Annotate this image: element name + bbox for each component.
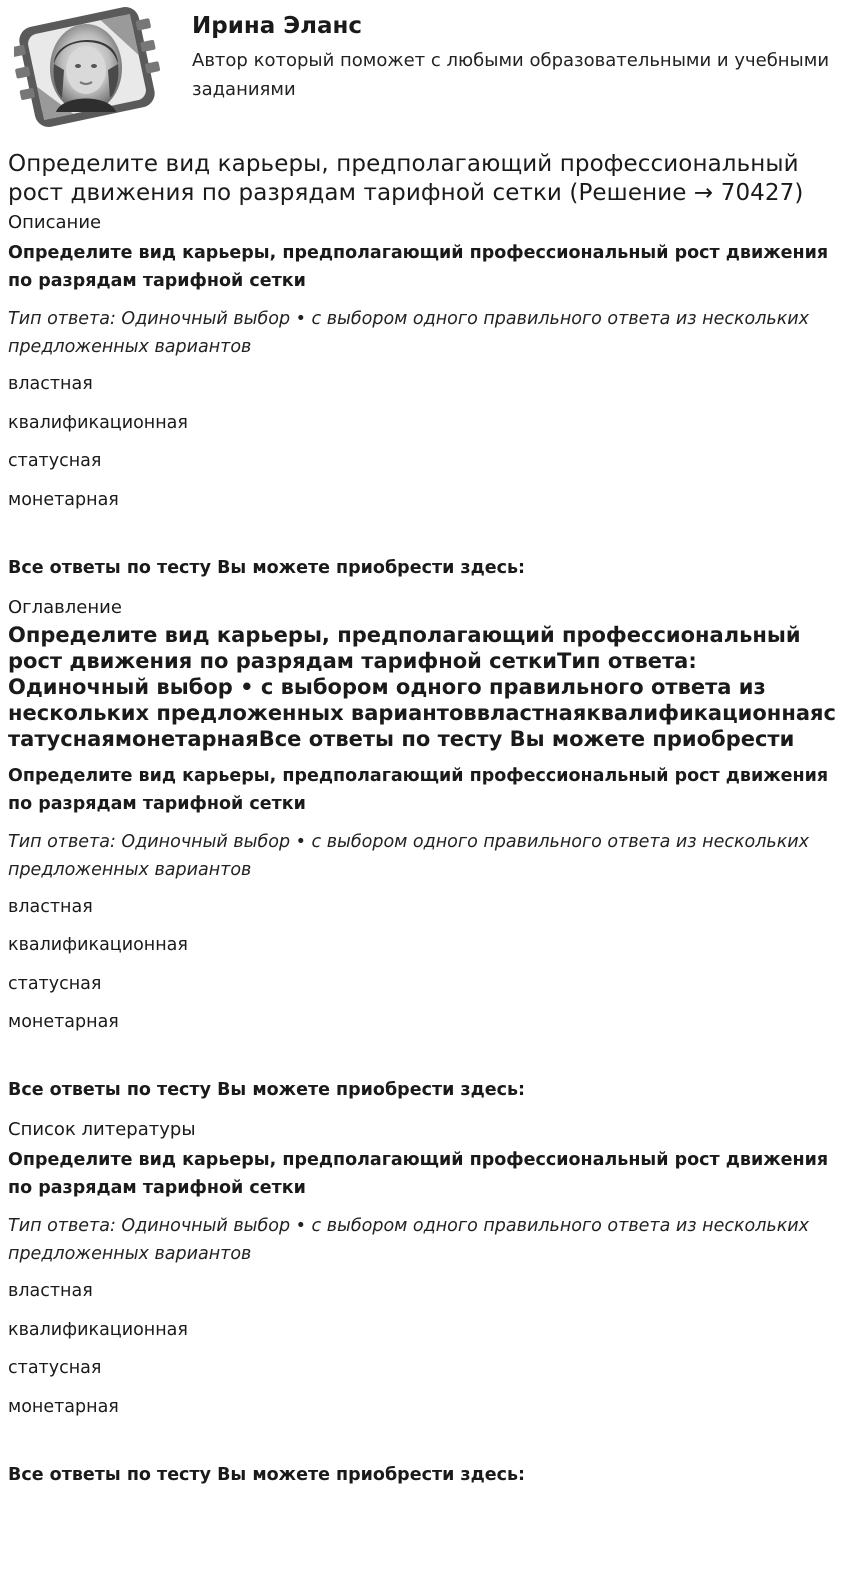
option-item: статусная: [8, 451, 102, 471]
answer-type: Тип ответа: Одиночный выбор • с выбором одного правильного ответа из нескольких предложенных вариантов: [8, 309, 810, 357]
option-item: властная: [8, 896, 93, 917]
answer-options: [8, 894, 839, 1037]
answer-options: [8, 1278, 839, 1421]
section-label-toc: Оглавление: [8, 596, 122, 618]
author-avatar[interactable]: [14, 6, 160, 128]
option-item: монетарная: [8, 1012, 119, 1032]
option-item: квалификационная: [8, 1319, 188, 1340]
author-description: Автор который поможет с любыми образовательными и учебными заданиями: [192, 50, 830, 100]
section-label-description: Описание: [8, 212, 102, 233]
buy-answers-text: Все ответы по тесту Вы можете приобрести здесь:: [8, 1464, 526, 1485]
question-block-toc: [8, 762, 839, 1105]
film-frame-icon: [14, 6, 160, 128]
option-item: монетарная: [8, 489, 119, 510]
answer-options: [8, 371, 839, 514]
author-photo: [50, 24, 122, 112]
option-item: властная: [8, 374, 93, 394]
author-card: [8, 0, 839, 140]
toc-heading-part3: ответы по тесту Вы можете приобрести: [301, 726, 795, 751]
question-text: Определите вид карьеры, предполагающий профессиональный рост движения по разрядам тарифной сетки: [8, 765, 829, 814]
option-item: монетарная: [8, 1396, 119, 1417]
question-block-description: [8, 239, 839, 582]
question-text: Определите вид карьеры, предполагающий профессиональный рост движения по разрядам тарифной сетки: [8, 243, 829, 291]
option-item: квалификационная: [8, 412, 188, 433]
toc-heading-part1: Определите вид карьеры, предполагающий профессиональный рост движения по разрядам тарифной сеткиТип ответа: Одиночный выбор • с выбором одного правильного ответа из нескольких предложенных: [8, 622, 801, 725]
buy-answers-text: Все ответы по тесту Вы можете приобрести здесь:: [8, 557, 526, 578]
option-item: властная: [8, 1281, 93, 1301]
option-item: квалификационная: [8, 935, 188, 955]
buy-answers-text: Все ответы по тесту Вы можете приобрести здесь:: [8, 1080, 526, 1100]
toc-heading: [8, 622, 839, 752]
answer-type: Тип ответа: Одиночный выбор • с выбором одного правильного ответа из нескольких предложенных вариантов: [8, 831, 810, 880]
question-block-literature: [8, 1146, 839, 1489]
toc-heading-part2: вариантоввластнаяквалификационнаястатуснаямонетарнаяВсе: [8, 700, 836, 751]
option-item: статусная: [8, 1358, 102, 1378]
option-item: статусная: [8, 973, 102, 994]
answer-type: Тип ответа: Одиночный выбор • с выбором одного правильного ответа из нескольких предложенных вариантов: [8, 1216, 810, 1264]
author-name[interactable]: Ирина Эланс: [192, 13, 363, 39]
author-info: [192, 10, 832, 104]
section-label-literature: Список литературы: [8, 1119, 196, 1140]
question-text: Определите вид карьеры, предполагающий профессиональный рост движения по разрядам тарифной сетки: [8, 1150, 829, 1198]
page-title: Определите вид карьеры, предполагающий профессиональный рост движения по разрядам тарифной сетки (Решение → 70427): [8, 151, 804, 206]
